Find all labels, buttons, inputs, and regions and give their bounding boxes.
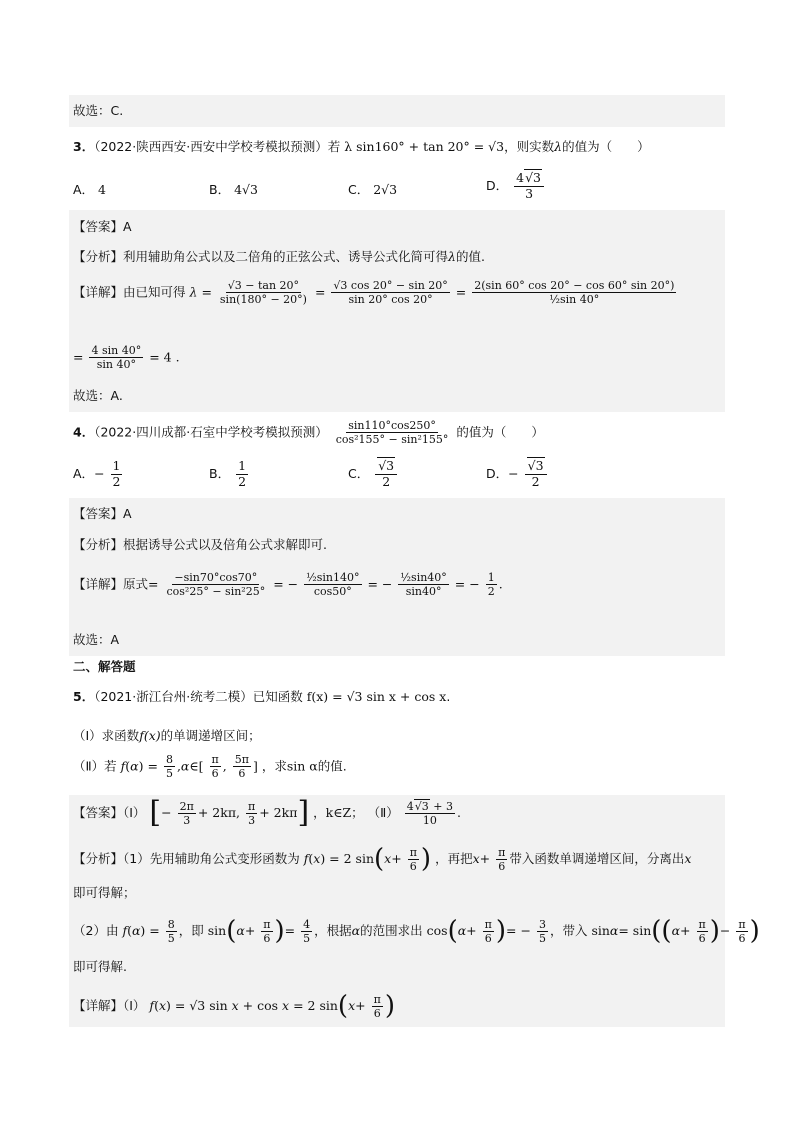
q5-analysis-1-cont: 即可得解； <box>73 885 136 900</box>
detail-fraction-1: $\frac{√3 - \tan 20^\circ}{\sin(180^\circ - 20^\circ)}$ <box>219 279 307 306</box>
q5-part-1: （Ⅰ）求函数f(x)的单调递增区间； <box>73 728 261 743</box>
q3-option-a: A． 4 <box>73 182 106 197</box>
shade-q3-solution <box>69 210 725 412</box>
q5-detail: 【详解】（Ⅰ） f(x) = √3 sin x + cos x = 2 sin(x+ $\frac{\pi}{6}$ ) <box>73 991 395 1021</box>
q3-choice: 故选：A. <box>73 388 123 403</box>
detail-fraction-2: $\frac{√3 \cos 20^\circ - \sin 20^\circ}{\sin 20^\circ \cos 20^\circ}$ <box>333 279 448 306</box>
shade-top <box>69 95 725 127</box>
question-4: 4．（2022·四川成都·石室中学校考模拟预测） $\frac{\sin 110^\circ\cos 250^\circ}{\text{cos²155° − sin²155°}}$ 的值为（ ） <box>73 419 544 446</box>
q5-analysis-2-cont: 即可得解. <box>73 959 127 974</box>
q4-option-c: C． $\frac{√3}{2}$ <box>348 460 399 488</box>
q3-analysis: 【分析】利用辅助角公式以及二倍角的正弦公式、诱导公式化简可得λ的值. <box>73 249 485 264</box>
section-heading: 二、解答题 <box>73 659 136 674</box>
q3-option-d: D． $\frac{4√3}{3}$ <box>486 172 546 200</box>
question-3: 3．（2022·陕西西安·西安中学校考模拟预测）若 λ sin160° + tan 20° = √3，则实数λ的值为（ ） <box>73 139 650 154</box>
question-source: （2022·陕西西安·西安中学校考模拟预测） <box>94 139 328 154</box>
question-5: 5．（2021·浙江台州·统考二模）已知函数 f(x) = √3 sin x + cos x. <box>73 689 451 704</box>
q5-part-2: （Ⅱ）若 f(α) = $\frac{8}{5}$ ,α∈[ $\frac{\pi}{6}$ , $\frac{5\pi}{6}$ ] ，求sin α的值. <box>73 753 347 780</box>
q5-answer: 【答案】（Ⅰ） [− $\frac{2\pi}{3}$ + 2kπ, $\frac{\pi}{3}$ + 2kπ] ，k∈Z； （Ⅱ） $\frac{4√3 + 3}{10}$ . <box>73 795 461 830</box>
q4-detail: 【详解】原式= $\frac{-\sin 70^\circ\cos 70^\circ}{\text{cos²25° − sin²25°}}$ = − $\frac{\text{½sin140°}}{\cos 50^\circ}$ = − $\frac{\text{½sin40°}}{\sin 40^\circ}$ = − $\frac{1}{2}$ . <box>73 571 503 598</box>
q4-option-a: A．− $\frac{1}{2}$ <box>73 458 121 489</box>
question-number: 3． <box>73 139 95 154</box>
q4-option-d: D．− $\frac{√3}{2}$ <box>486 460 549 488</box>
q5-analysis-2: （2）由 f(α) = $\frac{8}{5}$ ，即 sin(α+ $\frac{\pi}{6}$ )= $\frac{4}{5}$ ，根据α的范围求出 cos(α+ $\frac{\pi}{6}$ )= − $\frac{3}{5}$ ，带入 sinα= sin((α+ $\frac{\pi}{6}$ )− $\frac{\pi}{6}$ ) <box>73 916 760 946</box>
q3-detail: 【详解】由已知可得 λ = $\frac{√3 - \tan 20^\circ}{\sin(180^\circ - 20^\circ)}$ = $\frac{√3 \cos 20^\circ - \sin 20^\circ}{\sin 20^\circ \cos 20^\circ}$ = $\frac{2(\sin 60^\circ \cos 20^\circ - \cos 60^\circ \sin 20^\circ)}{\text{½sin 40°}}$ <box>73 279 675 306</box>
q3-option-c: C． 2√3 <box>348 182 398 197</box>
q4-choice: 故选：A <box>73 632 120 647</box>
q4-analysis: 【分析】根据诱导公式以及倍角公式求解即可. <box>73 537 327 552</box>
q4-option-b: B． $\frac{1}{2}$ <box>209 458 247 489</box>
q5-analysis-1: 【分析】（1）先用辅助角公式变形函数为 f(x) = 2 sin(x+ $\frac{\pi}{6}$ ) ，再把x+ $\frac{\pi}{6}$ 带入函数单调递增区间，分离出x <box>73 844 692 874</box>
choice-line: 故选：C. <box>73 103 124 118</box>
detail-fraction-3: $\frac{2(\sin 60^\circ \cos 20^\circ - \cos 60^\circ \sin 20^\circ)}{\text{½sin 40°}}$ <box>474 279 675 306</box>
option-d-fraction: $\frac{4√3}{3}$ <box>514 172 544 200</box>
q3-option-b: B． 4√3 <box>209 182 258 197</box>
q3-detail-line2: = $\frac{4 \sin 40^\circ}{\sin 40^\circ}$ = 4 . <box>73 344 180 371</box>
q4-expression: $\frac{\sin 110^\circ\cos 250^\circ}{\text{cos²155° − sin²155°}}$ <box>335 419 449 446</box>
condition-formula: λ sin160° + tan 20° = √3 <box>344 139 505 154</box>
q4-answer: 【答案】A <box>73 506 132 521</box>
q3-answer: 【答案】A <box>73 219 132 234</box>
